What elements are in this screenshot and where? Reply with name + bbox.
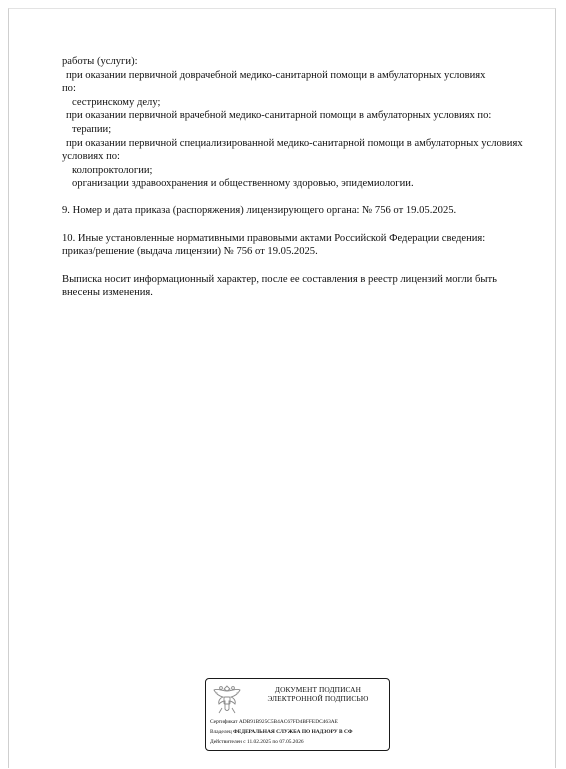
- item-10: [62, 232, 532, 259]
- list-item: колопроктологии;: [72, 164, 153, 176]
- certificate-value: ADB91B925C5B4AC67FD4BFFEDC463AE: [238, 719, 338, 725]
- stamp-title-line: ЭЛЕКТРОННОЙ ПОДПИСЬЮ: [267, 694, 369, 703]
- works-heading: работы (услуги):: [62, 56, 138, 67]
- list-item: при оказании первичной доврачебной медико-санитарной помощи в амбулаторных условиях: [66, 69, 486, 81]
- stamp-title: [248, 685, 388, 703]
- list-item-continuation: условиях по:: [62, 151, 120, 163]
- item-9: 9. Номер и дата приказа (распоряжения) лицензирующего органа: № 756 от 19.05.2025.: [62, 204, 457, 216]
- list-item: сестринскому делу;: [72, 96, 161, 108]
- list-item: при оказании первичной специализированной медико-санитарной помощи в амбулаторных условиях: [66, 137, 523, 149]
- owner-value: ФЕДЕРАЛЬНАЯ СЛУЖБА ПО НАДЗОРУ В СФ: [233, 729, 353, 735]
- note-line: внесены изменения.: [62, 287, 153, 299]
- electronic-signature-stamp: [205, 678, 390, 751]
- stamp-certificate: [210, 719, 338, 726]
- list-item: терапии;: [72, 123, 112, 135]
- stamp-validity: Действителен с 11.02.2025 по 07.05.2026: [210, 739, 304, 745]
- coat-of-arms-icon: [211, 682, 243, 716]
- document-body: [62, 55, 532, 300]
- list-item-continuation: по:: [62, 83, 76, 95]
- item-10-line: 10. Иные установленные нормативными правовыми актами Российской Федерации сведения:: [62, 232, 486, 244]
- item-10-line: приказ/решение (выдача лицензии) № 756 от 19.05.2025.: [62, 246, 318, 258]
- note-line: Выписка носит информационный характер, после ее составления в реестр лицензий могли быть: [62, 273, 497, 285]
- list-item: организации здравоохранения и общественному здоровью, эпидемиологии.: [72, 178, 414, 190]
- owner-label: Владелец: [210, 729, 232, 735]
- disclaimer-note: [62, 273, 532, 300]
- stamp-title-line: ДОКУМЕНТ ПОДПИСАН: [274, 685, 362, 694]
- list-item: при оказании первичной врачебной медико-санитарной помощи в амбулаторных условиях по:: [66, 110, 492, 122]
- stamp-owner: [210, 729, 353, 736]
- certificate-label: Сертификат: [210, 719, 238, 725]
